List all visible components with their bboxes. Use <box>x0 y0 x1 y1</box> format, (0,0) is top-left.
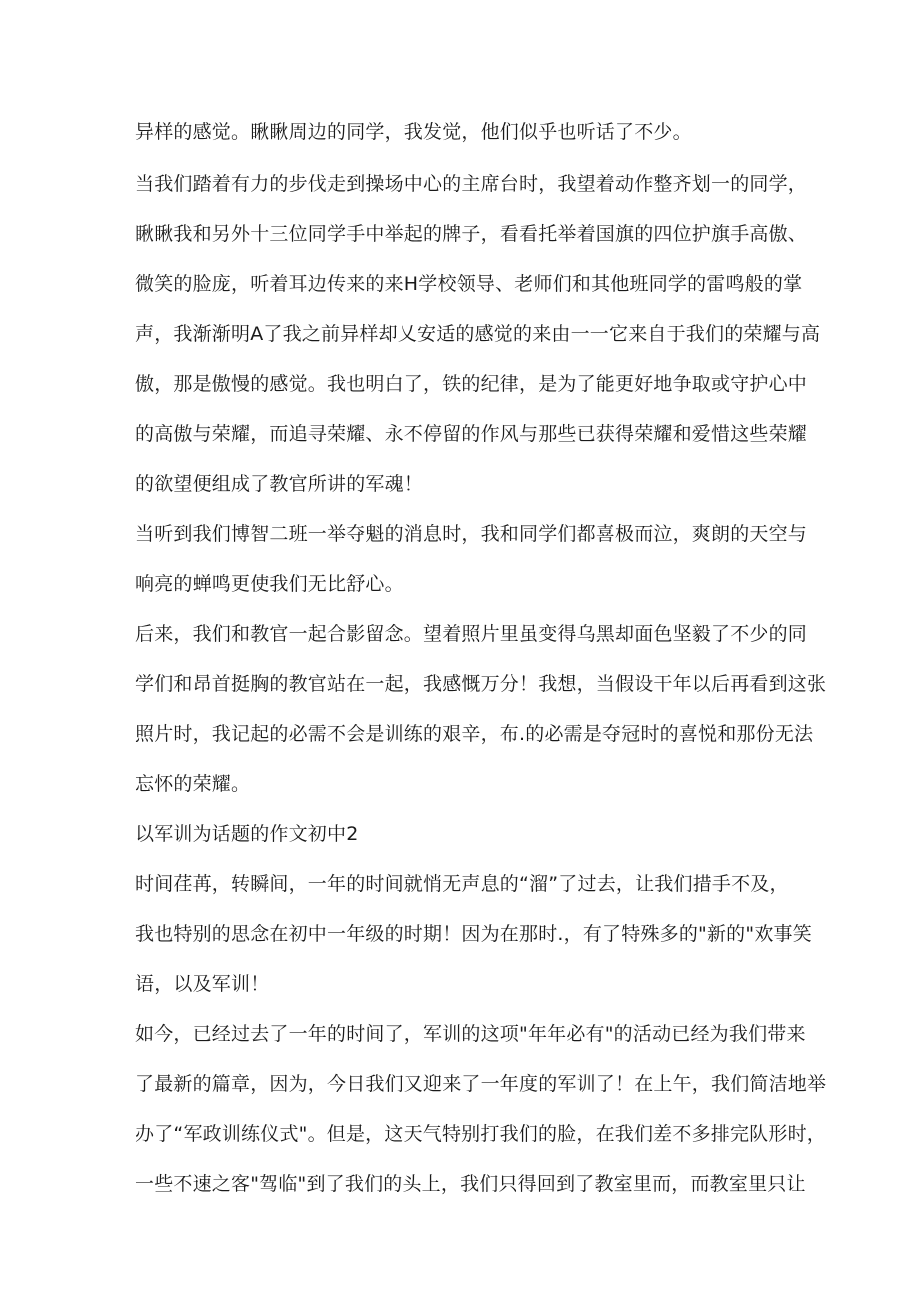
text-line: 时间荏苒，转瞬间，一年的时间就悄无声息的“溜”了过去，让我们措手不及， <box>135 873 789 895</box>
text-line: 了最新的篇章，因为，今日我们又迎来了一年度的军训了！在上午，我们简洁地举 <box>135 1073 827 1095</box>
text-line: 的高傲与荣耀，而追寻荣耀、永不停留的作风与那些已获得荣耀和爱惜这些荣耀 <box>135 423 808 445</box>
text-line: 如今，已经过去了一年的时间了，军训的这项"年年必有"的活动已经为我们带来 <box>135 1023 806 1045</box>
text-line: 一些不速之客"驾临"到了我们的头上，我们只得回到了教室里而，而教室里只让 <box>135 1173 806 1195</box>
text-line: 语，以及军训！ <box>135 973 270 995</box>
text-line: 后来，我们和教官一起合影留念。望着照片里虽变得乌黑却面色坚毅了不少的同 <box>135 623 808 645</box>
text-line: 微笑的脸庞，听着耳边传来的来H学校领导、老师们和其他班同学的雷鸣般的掌 <box>135 273 803 295</box>
text-line: 的欲望便组成了教官所讲的军魂！ <box>135 473 424 495</box>
text-line: 办了“军政训练仪式"。但是，这天气特别打我们的脸，在我们差不多排完队形时， <box>135 1123 826 1145</box>
text-line: 学们和昂首挺胸的教官站在一起，我感慨万分！我想，当假设干年以后再看到这张 <box>135 673 827 695</box>
text-line: 瞅瞅我和另外十三位同学手中举起的牌子，看看托举着国旗的四位护旗手高傲、 <box>135 223 808 245</box>
text-line: 我也特别的思念在初中一年级的时期！因为在那时.，有了特殊多的"新的"欢事笑 <box>135 923 812 945</box>
text-line: 声，我渐渐明A了我之前异样却乂安适的感觉的来由一一它来自于我们的荣耀与高 <box>135 323 821 345</box>
text-line: 当我们踏着有力的步伐走到操场中心的主席台时，我望着动作整齐划一的同学， <box>135 173 808 195</box>
text-line: 异样的感觉。瞅瞅周边的同学，我发觉，他们似乎也听话了不少。 <box>135 121 692 143</box>
text-line: 照片时，我记起的必需不会是训练的艰辛，布.的必需是夺冠时的喜悦和那份无法 <box>135 723 814 745</box>
text-line: 响亮的蝉鸣更使我们无比舒心。 <box>135 573 404 595</box>
text-line: 当听到我们博智二班一举夺魁的消息时，我和同学们都喜极而泣，爽朗的天空与 <box>135 523 808 545</box>
text-line: 忘怀的荣耀。 <box>135 773 251 795</box>
text-line: 傲，那是傲慢的感觉。我也明白了，铁的纪律，是为了能更好地争取或守护心中 <box>135 373 808 395</box>
section-heading: 以军训为话题的作文初中2 <box>135 823 359 845</box>
